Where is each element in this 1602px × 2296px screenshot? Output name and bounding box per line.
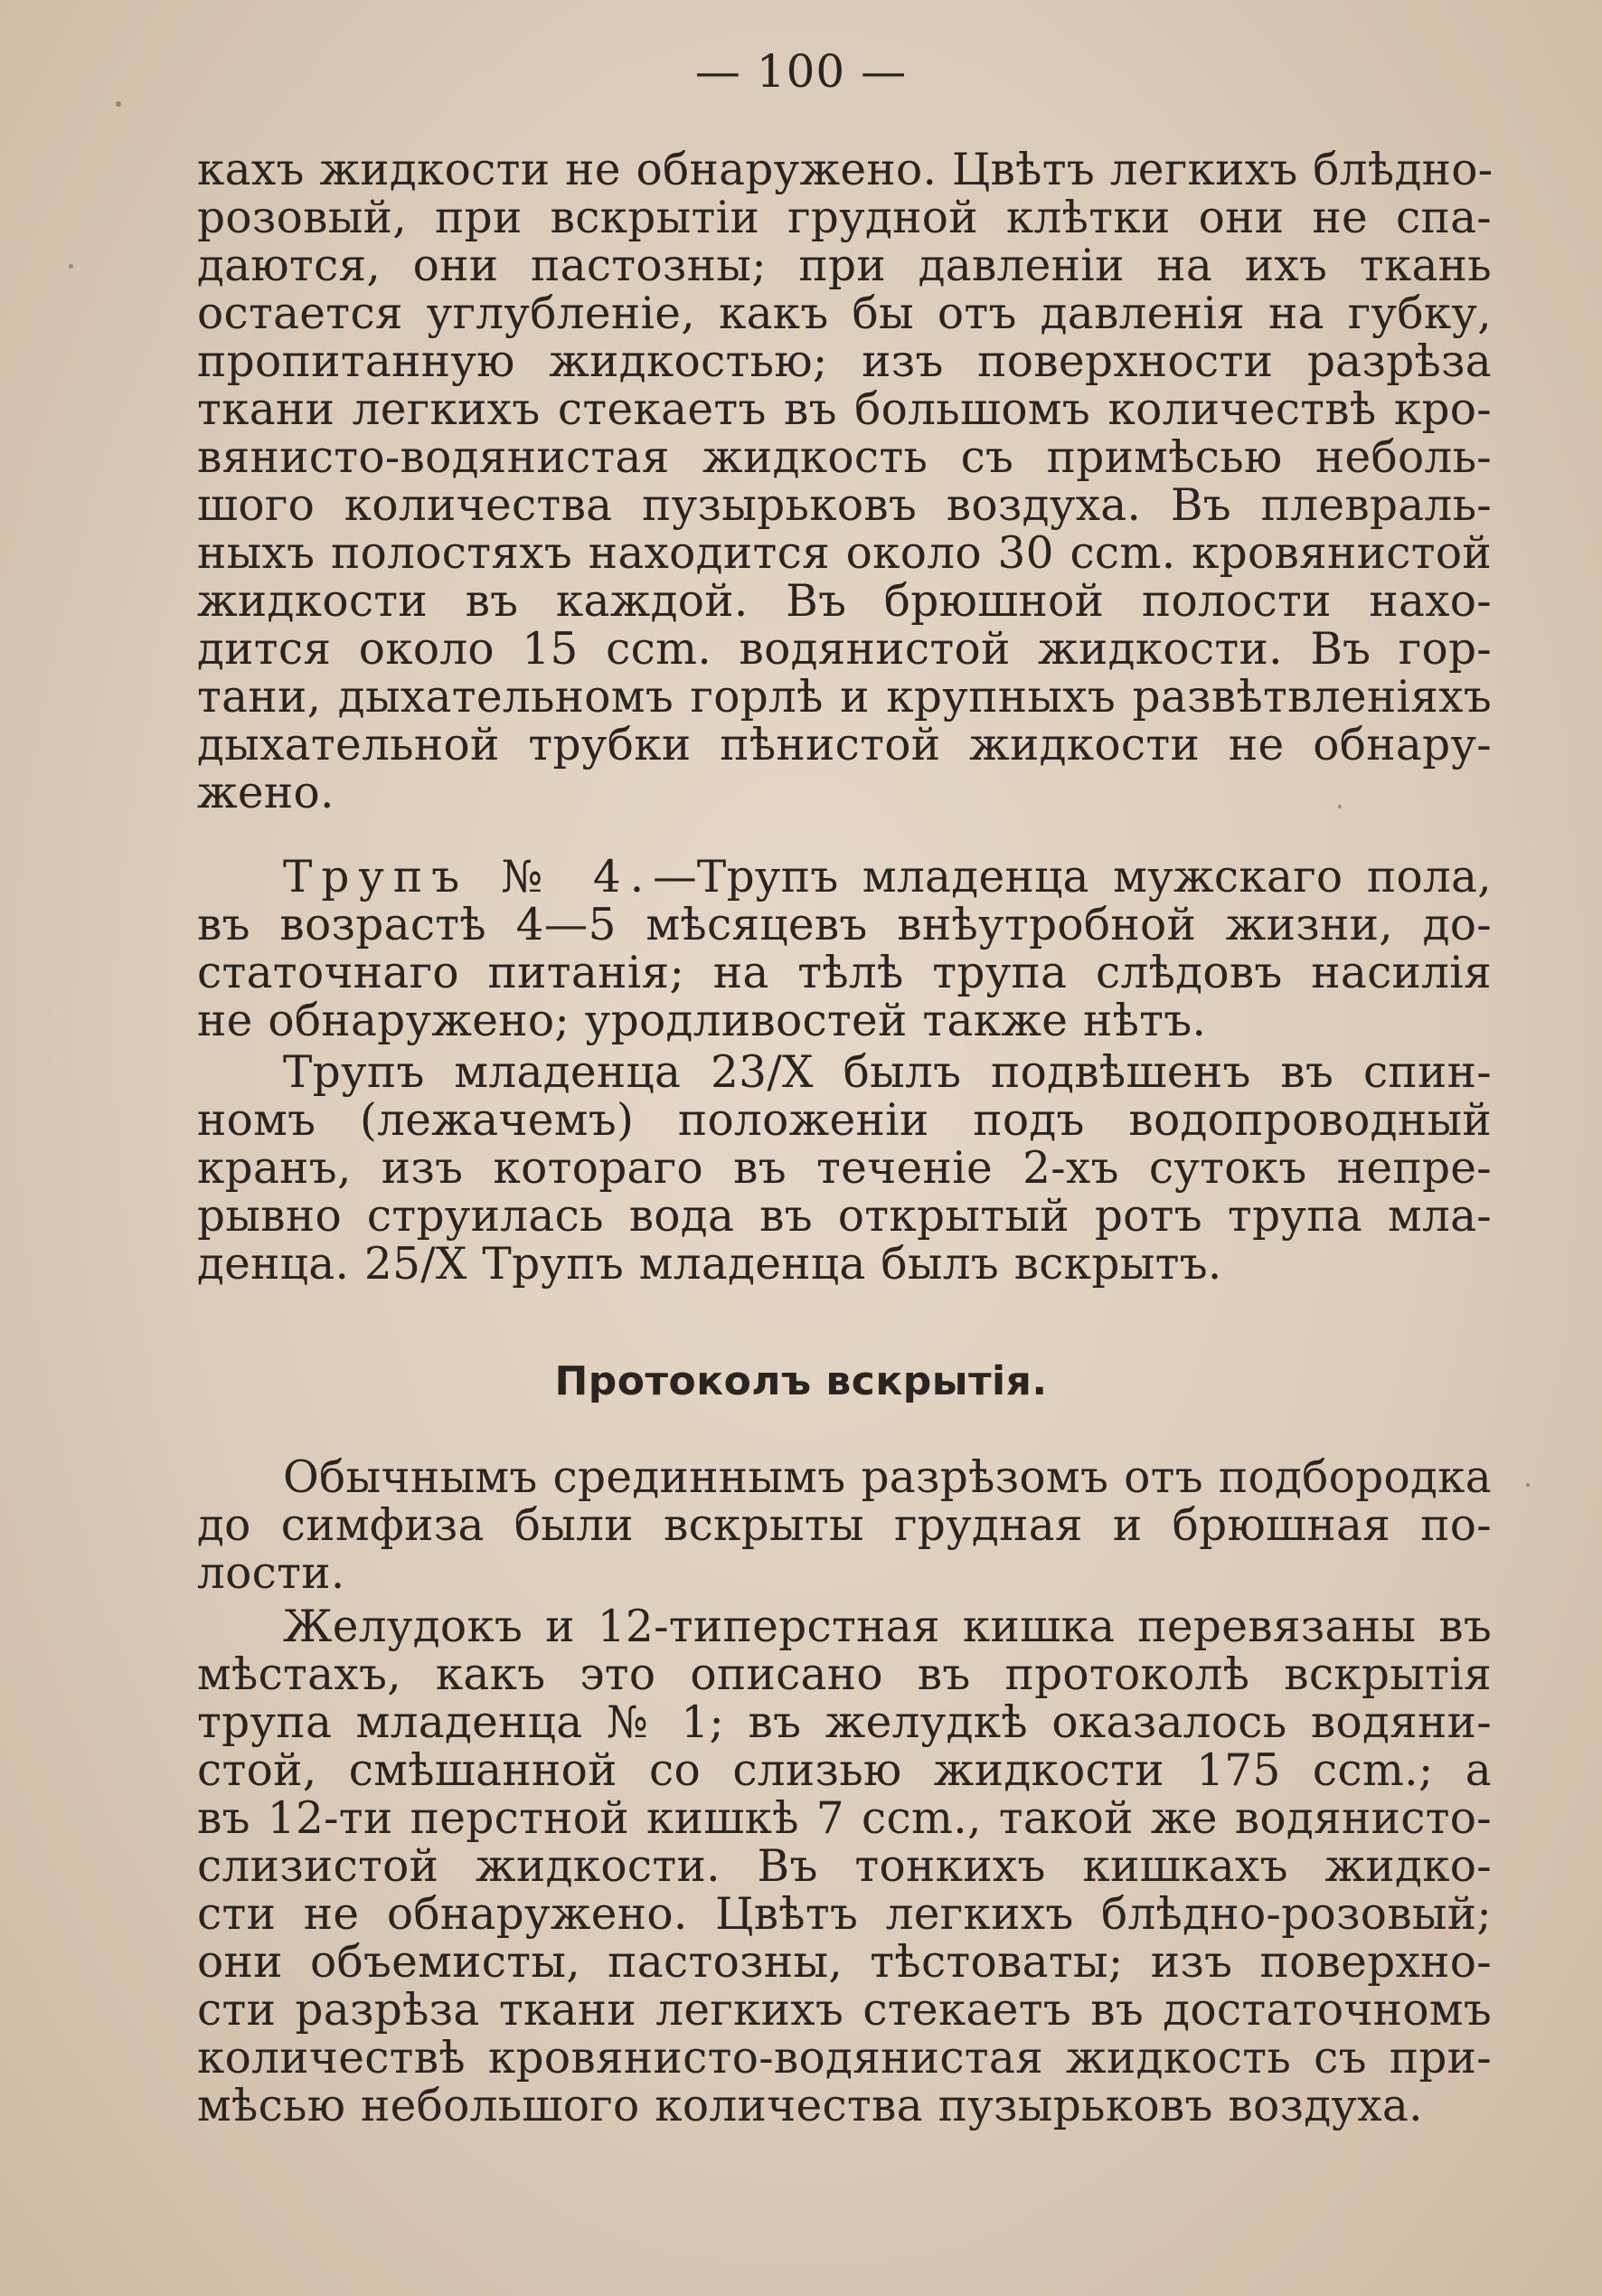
corpse-label: Трупъ № 4.	[283, 852, 654, 902]
text-line: шого количества пузырьковъ воздуха. Въ плевраль-	[197, 480, 1492, 531]
text-line: сти разрѣза ткани легкихъ стекаетъ въ достаточномъ	[197, 1985, 1492, 2036]
text-line: розовый, при вскрытіи грудной клѣтки они не спа-	[197, 193, 1492, 243]
paragraph-lungs-corpse-3	[197, 146, 1492, 817]
text-line: статочнаго питанія; на тѣлѣ трупа слѣдовъ насилія	[197, 948, 1492, 998]
text-line: ныхъ полостяхъ находится около 30 cсm. кровянистой	[197, 528, 1492, 579]
text-line: остается углубленіе, какъ бы отъ давленія на губку,	[197, 288, 1492, 339]
text-line: даются, они пастозны; при давленіи на ихъ ткань	[197, 241, 1492, 291]
text-line: жено.	[197, 768, 335, 818]
text-line: дится около 15 cсm. водянистой жидкости. Въ гор-	[197, 624, 1492, 675]
text-line: Желудокъ и 12-типерстная кишка перевязаны въ	[283, 1602, 1492, 1652]
text-line: въ 12-ти перстной кишкѣ 7 cсm., такой же водянисто-	[197, 1793, 1492, 1844]
text-line: пропитанную жидкостью; изъ поверхности разрѣза	[197, 336, 1492, 387]
text-line: количествѣ кровянисто-водянистая жидкость съ при-	[197, 2033, 1492, 2083]
text-span: —Трупъ младенца мужскаго пола,	[653, 852, 1492, 902]
paper-speck	[69, 264, 73, 269]
text-line: дыхательной трубки пѣнистой жидкости не обнару-	[197, 720, 1492, 770]
paragraph-incision	[197, 1454, 1492, 1598]
text-line	[197, 854, 1492, 902]
section-heading: Протоколъ вскрытія.	[554, 1358, 1048, 1404]
text-line: Обычнымъ срединнымъ разрѣзомъ отъ подбородка	[283, 1452, 1492, 1503]
text-line: кранъ, изъ котораго въ теченіе 2-хъ сутокъ непре-	[197, 1143, 1492, 1194]
text-line: сти не обнаружено. Цвѣтъ легкихъ блѣдно-розовый;	[197, 1889, 1492, 1940]
text-line: тани, дыхательномъ горлѣ и крупныхъ развѣтвленіяхъ	[197, 672, 1492, 723]
text-line: они объемисты, пастозны, тѣстоваты; изъ поверхно-	[197, 1937, 1492, 1988]
text-line: мѣстахъ, какъ это описано въ протоколѣ вскрытія	[197, 1649, 1492, 1700]
text-line: лости.	[197, 1548, 345, 1599]
text-line: мѣсью небольшого количества пузырьковъ воздуха.	[197, 2081, 1423, 2131]
text-line: номъ (лежачемъ) положеніи подъ водопроводный	[197, 1095, 1492, 1146]
text-line: денца. 25/X Трупъ младенца былъ вскрытъ.	[197, 1239, 1222, 1290]
text-line: трупа младенца № 1; въ желудкѣ оказалось водяни-	[197, 1697, 1492, 1748]
text-line: стой, смѣшанной со слизью жидкости 175 cсm.; а	[197, 1745, 1492, 1796]
paper-speck	[1338, 805, 1342, 808]
paragraph-corpse-4	[197, 854, 1492, 1045]
text-line: до симфиза были вскрыты грудная и брюшная по-	[197, 1500, 1492, 1551]
text-line: рывно струилась вода въ открытый ротъ трупа мла-	[197, 1191, 1492, 1242]
paragraph-stomach	[197, 1603, 1492, 2131]
paper-speck	[116, 101, 121, 107]
text-line: не обнаружено; уродливостей также нѣтъ.	[197, 996, 1207, 1046]
text-line: въ возрастѣ 4—5 мѣсяцевъ внѣутробной жизни, до-	[197, 900, 1492, 950]
paper-speck	[1526, 1483, 1530, 1487]
page-number: — 100 —	[694, 45, 908, 98]
text-line: жидкости въ каждой. Въ брюшной полости нахо-	[197, 576, 1492, 627]
text-line: слизистой жидкости. Въ тонкихъ кишкахъ жидко-	[197, 1841, 1492, 1892]
paragraph-water-tap	[197, 1049, 1492, 1289]
text-line: вянисто-водянистая жидкость съ примѣсью неболь-	[197, 432, 1492, 483]
text-line: Трупъ младенца 23/X былъ подвѣшенъ въ спин-	[283, 1047, 1492, 1098]
text-line: кахъ жидкости не обнаружено. Цвѣтъ легкихъ блѣдно-	[197, 145, 1494, 195]
text-line: ткани легкихъ стекаетъ въ большомъ количествѣ кро-	[197, 384, 1492, 435]
